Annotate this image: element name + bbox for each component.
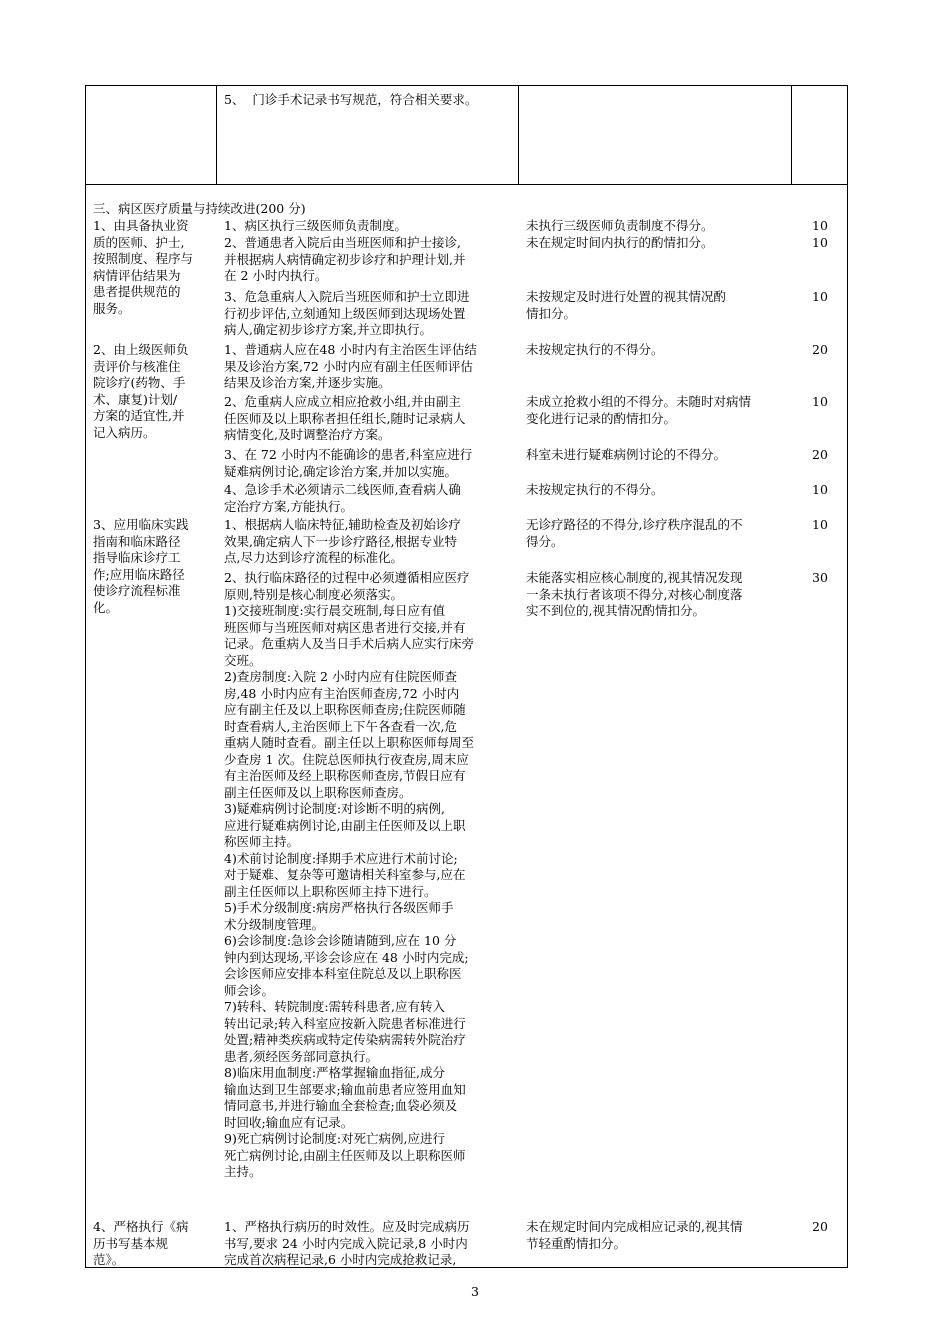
standard-text-line: 历书写基本规 <box>93 1235 169 1251</box>
standard-text-line: 指南和临床路径 <box>93 533 181 549</box>
score-value: 10 <box>812 482 828 497</box>
standard-text-line: 服务。 <box>93 300 131 316</box>
score-value: 20 <box>812 447 828 462</box>
content-text-line: 9)死亡病例讨论制度:对死亡病例,应进行 <box>224 1131 446 1146</box>
content-text-line: 3、在 72 小时内不能确诊的患者,科室应进行 <box>224 447 473 462</box>
standard-text-line: 使诊疗流程标准 <box>93 583 181 598</box>
content-text-line: 时查看病人,主治医师上下午各查看一次,危 <box>224 718 457 734</box>
top-row-item: 5、 门诊手术记录书写规范，符合相关要求。 <box>224 92 478 107</box>
content-text-line: 病情变化,及时调整治疗方案。 <box>224 427 391 442</box>
content-text-line: 重病人随时查看。副主任以上职称医师每周至 <box>224 735 475 750</box>
standard-text-line: 作;应用临床路径 <box>93 566 185 582</box>
content-text-line: 称医师主持。 <box>224 834 300 849</box>
column-divider-2 <box>518 85 519 184</box>
content-text-line: 钟内到达现场,平诊会诊应在 48 小时内完成; <box>224 949 469 965</box>
criteria-text-line: 节轻重酌情扣分。 <box>526 1235 627 1251</box>
standard-text-line: 院诊疗(药物、手 <box>93 375 186 390</box>
content-text-line: 患者,须经医务部同意执行。 <box>224 1048 378 1064</box>
criteria-text-line: 科室未进行疑难病例讨论的不得分。 <box>526 447 727 462</box>
content-text-line: 对于疑难、复杂等可邀请相关科室参与,应在 <box>224 867 466 882</box>
score-value: 10 <box>812 235 828 250</box>
content-text-line: 1、普通病人应在48 小时内有主治医生评估结 <box>224 342 477 357</box>
content-text-line: 1、病区执行三级医师负责制度。 <box>224 218 407 233</box>
criteria-text-line: 变化进行记录的酌情扣分。 <box>526 410 677 426</box>
content-text-line: 1、根据病人临床特征,辅助检查及初始诊疗 <box>224 517 461 532</box>
page-number: 3 <box>471 1284 479 1299</box>
content-text-line: 5)手术分级制度:病房严格执行各级医师手 <box>224 900 454 915</box>
content-text-line: 死亡病例讨论,由副主任医师及以上职称医师 <box>224 1147 466 1163</box>
standard-text-line: 病情评估结果为 <box>93 267 181 283</box>
content-text-line: 6)会诊制度:急诊会诊随请随到,应在 10 分 <box>224 933 457 948</box>
content-text-line: 行初步评估,立刻通知上级医师到达现场处置 <box>224 305 466 321</box>
content-text-line: 师会诊。 <box>224 982 275 998</box>
standard-text-line: 质的医师、护士, <box>93 234 185 250</box>
criteria-text-line: 未按规定执行的不得分。 <box>526 342 664 357</box>
criteria-text-line: 未在规定时间内执行的酌情扣分。 <box>526 235 714 250</box>
score-value: 10 <box>812 517 828 532</box>
score-value: 10 <box>812 289 828 304</box>
content-text-line: 输血达到卫生部要求;输血前患者应签用血知 <box>224 1081 466 1097</box>
criteria-text-line: 实不到位的,视其情况酌情扣分。 <box>526 603 705 618</box>
content-text-line: 转出记录;转入科室应按新入院患者标准进行 <box>224 1015 466 1031</box>
content-text-line: 1、严格执行病历的时效性。应及时完成病历 <box>224 1219 470 1234</box>
standard-text-line: 4、严格执行《病 <box>93 1219 189 1234</box>
criteria-text-line: 未执行三级医师负责制度不得分。 <box>526 218 714 233</box>
content-text-line: 原则,特别是核心制度必须落实。 <box>224 586 403 602</box>
standard-text-line: 按照制度、程序与 <box>93 251 194 266</box>
content-text-line: 会诊医师应安排本科室住院总及以上职称医 <box>224 966 462 981</box>
score-value: 10 <box>812 218 828 233</box>
content-text-line: 在 2 小时内执行。 <box>224 268 328 283</box>
top-row-bottom-border <box>85 184 848 185</box>
content-text-line: 应有副主任及以上职称医师查房;住院医师随 <box>224 702 466 717</box>
content-text-line: 少查房 1 次。住院总医师执行夜查房,周末应 <box>224 751 469 767</box>
content-text-line: 班医师与当班医师对病区患者进行交接,并有 <box>224 619 466 635</box>
content-text-line: 病人,确定初步诊疗方案,并立即执行。 <box>224 322 432 337</box>
score-value: 10 <box>812 394 828 409</box>
criteria-text-line: 得分。 <box>526 533 564 549</box>
content-text-line: 7)转科、转院制度:需转科患者,应有转入 <box>224 999 446 1014</box>
content-text-line: 4)术前讨论制度:择期手术应进行术前讨论; <box>224 850 458 866</box>
content-text-line: 任医师及以上职称者担任组长,随时记录病人 <box>224 410 466 426</box>
content-text-line: 8)临床用血制度:严格掌握输血指征,成分 <box>224 1065 446 1080</box>
content-text-line: 主持。 <box>224 1164 262 1179</box>
content-text-line: 果及诊治方案,72 小时内应有副主任医师评估 <box>224 358 473 374</box>
standard-text-line: 化。 <box>93 599 119 615</box>
content-text-line: 完成首次病程记录,6 小时内完成抢救记录, <box>224 1252 457 1267</box>
content-text-line: 应进行疑难病例讨论,由副主任医师及以上职 <box>224 817 466 833</box>
content-text-line: 时回收;输血应有记录。 <box>224 1114 354 1130</box>
content-text-line: 交班。 <box>224 652 262 668</box>
content-text-line: 房,48 小时内应有主治医师查房,72 小时内 <box>224 685 460 701</box>
standard-text-line: 3、应用临床实践 <box>93 517 189 532</box>
standard-text-line: 1、由具备执业资 <box>93 218 189 233</box>
content-text-line: 书写,要求 24 小时内完成入院记录,8 小时内 <box>224 1235 468 1251</box>
content-text-line: 2、执行临床路径的过程中必须遵循相应医疗 <box>224 570 470 585</box>
standard-text-line: 2、由上级医师负 <box>93 342 189 357</box>
criteria-text-line: 未按规定及时进行处置的视其情况酌 <box>526 289 727 304</box>
table-frame <box>85 85 848 1268</box>
content-text-line: 2、危重病人应成立相应抢救小组,并由副主 <box>224 394 461 409</box>
criteria-text-line: 一条未执行者该项不得分,对核心制度落 <box>526 586 743 602</box>
criteria-text-line: 情扣分。 <box>526 305 577 321</box>
standard-text-line: 记入病历。 <box>93 424 156 440</box>
content-text-line: 定治疗方案,方能执行。 <box>224 498 353 514</box>
content-text-line: 结果及诊治方案,并逐步实施。 <box>224 375 391 390</box>
content-text-line: 疑难病例讨论,确定诊治方案,并加以实施。 <box>224 463 457 479</box>
content-text-line: 副主任医师以上职称医师主持下进行。 <box>224 883 437 899</box>
content-text-line: 情同意书,并进行输血全套检查;血袋必须及 <box>224 1098 458 1113</box>
content-text-line: 2、普通患者入院后由当班医师和护士接诊, <box>224 235 461 250</box>
content-text-line: 记录。危重病人及当日手术后病人应实行床旁 <box>224 636 475 651</box>
content-text-line: 3)疑难病例讨论制度:对诊断不明的病例, <box>224 801 446 816</box>
content-text-line: 副主任医师及以上职称医师查房。 <box>224 784 412 800</box>
content-text-line: 3、危急重病人入院后当班医师和护士立即进 <box>224 289 470 304</box>
content-text-line: 术分级制度管理。 <box>224 916 325 932</box>
standard-text-line: 指导临床诊疗工 <box>93 550 181 565</box>
content-text-line: 4、急诊手术必须请示二线医师,查看病人确 <box>224 482 461 497</box>
score-value: 30 <box>812 570 828 585</box>
section-header: 三、病区医疗质量与持续改进(200 分) <box>93 201 306 216</box>
criteria-text-line: 未能落实相应核心制度的,视其情况发现 <box>526 570 743 585</box>
column-divider-1 <box>216 85 217 184</box>
criteria-text-line: 未成立抢救小组的不得分。未随时对病情 <box>526 394 752 409</box>
score-value: 20 <box>812 342 828 357</box>
content-text-line: 点,尽力达到诊疗流程的标准化。 <box>224 550 403 565</box>
standard-text-line: 术、康复)计划/ <box>93 391 178 407</box>
content-text-line: 处置;精神类疾病或特定传染病需转外院治疗 <box>224 1032 466 1047</box>
criteria-text-line: 无诊疗路径的不得分,诊疗秩序混乱的不 <box>526 517 743 532</box>
content-text-line: 有主治医师及经上职称医师查房,节假日应有 <box>224 768 466 783</box>
content-text-line: 1)交接班制度:实行晨交班制,每日应有值 <box>224 603 446 618</box>
criteria-text-line: 未在规定时间内完成相应记录的,视其情 <box>526 1219 743 1234</box>
criteria-text-line: 未按规定执行的不得分。 <box>526 482 664 497</box>
content-text-line: 并根据病人病情确定初步诊疗和护理计划,并 <box>224 251 466 267</box>
content-text-line: 效果,确定病人下一步诊疗路径,根据专业特 <box>224 533 457 549</box>
standard-text-line: 责评价与核准住 <box>93 358 181 374</box>
standard-text-line: 方案的适宜性,并 <box>93 408 185 423</box>
standard-text-line: 范》。 <box>93 1252 125 1267</box>
column-divider-3 <box>791 85 792 184</box>
standard-text-line: 患者提供规范的 <box>93 284 181 299</box>
score-value: 20 <box>812 1219 828 1234</box>
content-text-line: 2)查房制度:入院 2 小时内应有住院医师查 <box>224 669 457 684</box>
